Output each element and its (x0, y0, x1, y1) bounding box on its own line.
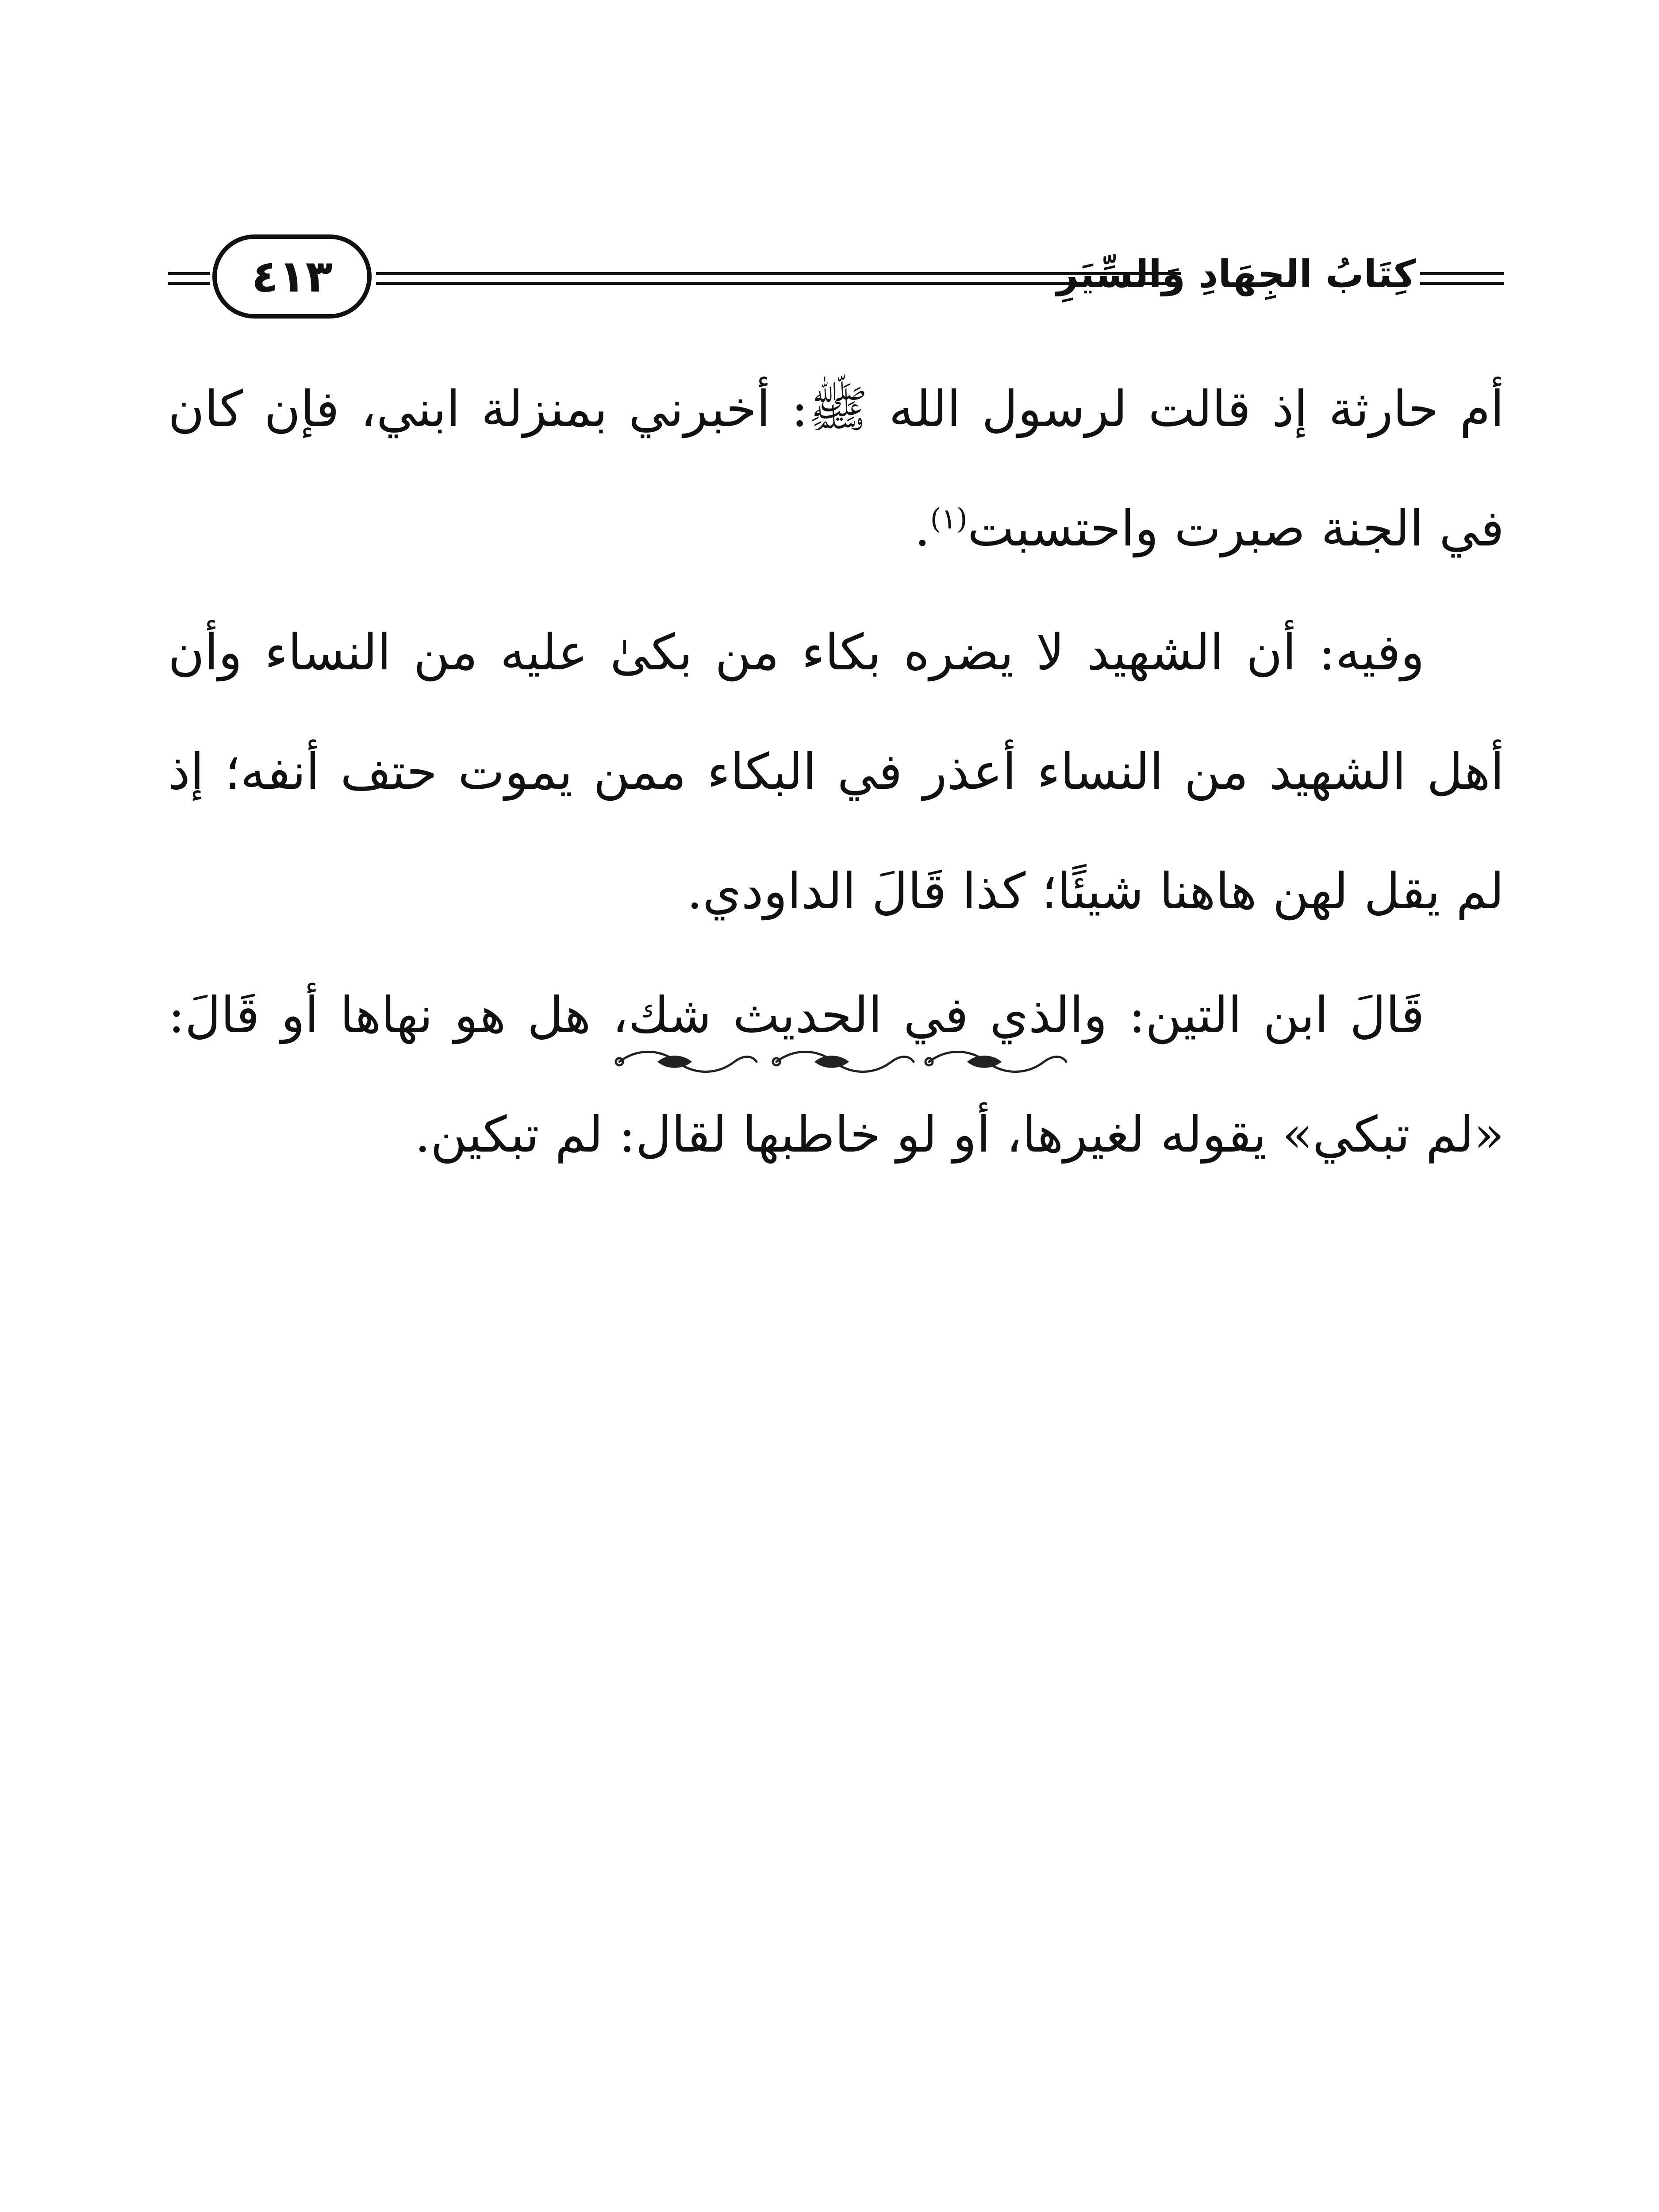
header-rule (168, 272, 210, 275)
paragraph (168, 349, 1504, 588)
header-rule (1420, 272, 1504, 275)
header-rule (1420, 282, 1504, 285)
ornament-flourish (616, 1052, 757, 1072)
paragraph: وفيه: أن الشهيد لا يضره بكاء من بكىٰ عليه من النساء وأن أهل الشهيد من النساء أعذر في البكاء ممن يموت حتف أنفه؛ إذ لم يقل لهن هاهنا شيئًا؛ كذا قَالَ الداودي. (168, 624, 1504, 920)
header-rule (168, 282, 210, 285)
ornament-divider (611, 1044, 1071, 1079)
footnote-reference: (١) (930, 503, 968, 536)
page-header (168, 230, 1504, 327)
page-number: ٤١٣ (251, 250, 333, 302)
running-title: كِتَابُ الجِهَادِ وَالسِّيَرِ (1056, 252, 1416, 296)
ornament-flourish (773, 1052, 914, 1072)
ornament-flourish (926, 1052, 1066, 1072)
paragraph-text: أم حارثة إذ قالت لرسول الله ﷺ: أخبرني بمنزلة ابني، فإن كان في الجنة صبرت واحتسبت (168, 380, 1504, 557)
paragraph: قَالَ ابن التين: والذي في الحديث شك، هل هو نهاها أو قَالَ: «لم تبكي» يقوله لغيرها، أو لو خاطبها لقال: لم تبكين. (168, 987, 1504, 1164)
page-number-frame (212, 234, 372, 319)
paragraph-tail: . (914, 500, 930, 557)
